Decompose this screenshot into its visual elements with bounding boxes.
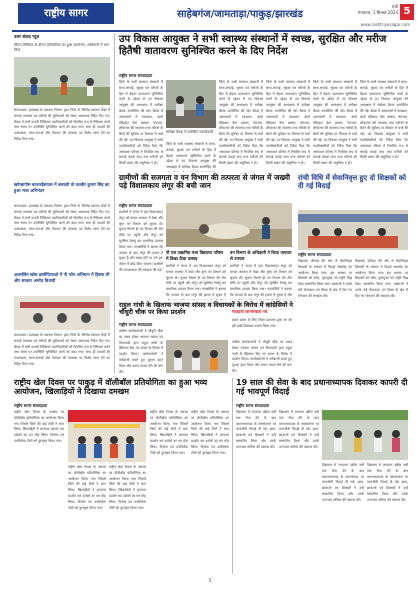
story-2-subhead-2: वन विभाग के अधिकारी ने किया तत्परता से उपचार	[230, 250, 292, 261]
lead-body-col-6: जिले के सभी स्वास्थ्य संस्थानों में साफ-सफाई, सुरक्षा एवं मरीजों के हित में बेहतर वातावरण सुनिश्चित करने के उद्देश्य से उप विकास आयुक्त की अध्यक्षता में समीक्षा बैठक आयोजित की गई। बैठक में अस्पतालों में स्वच्छता, बायो मेडिकल वेस्ट प्रबंधन, पेयजल, शौचालय की व्यवस्था तथा मरीजों के बैठने की सुविधा पर विस्तार से चर्चा की गई। उप विकास आयुक्त ने सभी पदाधिकारियों को निर्देश दिया कि अस्पताल परिसर में नियमित रूप से सफाई कराई जाए तथा मरीजों को किसी प्रकार की असुविधा न हो।	[360, 80, 408, 160]
left-section-label: उत्तर संवाद न्यूज़	[14, 34, 40, 39]
lead-photo-caption: समीक्षा बैठक में उपस्थित पदाधिकारी	[166, 130, 214, 134]
story-6-body-col-2: विद्यालय में लगातार उन्नीस वर्षों तक सेवा देने के बाद प्रधानाध्यापक के स्थानांतरण पर भावभीनी विदाई दी गई। छात्र-छात्राओं एवं शिक्षकों ने उन्हें सम्मानित किया और उनके उज्ज्वल भविष्य की कामना की।	[279, 410, 319, 449]
newspaper-brand: राष्ट्रीय सागर	[18, 3, 114, 24]
story-2-body-col-2: ग्रामीणों ने जंगल में एक विशालकाय लंगूर को घायल अवस्था में देखा और तुरंत वन विभाग को सूचना दी। सूचना मिलते ही वन विभाग की टीम मौके पर पहुंची और लंगूर को सुरक्षित रेस्क्यू कर प्राथमिक उपचार किया गया। वनकर्मियों ने बताया कि उपचार के बाद लंगूर की हालत में सुधार है	[166, 264, 226, 297]
story-6-byline: राष्ट्रीय सागर संवाददाता	[236, 403, 270, 408]
left-photo-2	[14, 296, 110, 330]
left-photo-2-image	[14, 296, 110, 330]
lead-photo	[166, 80, 216, 128]
date: मंगलवार, 1 सितंबर 2024	[357, 10, 398, 15]
story-6-photo-image	[322, 410, 408, 460]
story-5-body-col-4: राष्ट्रीय खेल दिवस के अवसर पर वॉलीबॉल प्रतियोगिता का आयोजन किया गया जिसमें जिले की कई टीमों ने भाग लिया। खिलाड़ियों ने शानदार प्रदर्शन कर दर्शकों का मन मोह लिया। विजेता एवं उपविजेता टीमों को पुरस्कृत किया गया।	[150, 410, 188, 455]
masthead	[0, 0, 420, 30]
story-6-body-col-3: विद्यालय में लगातार उन्नीस वर्षों तक सेवा देने के बाद प्रधानाध्यापक के स्थानांतरण पर भावभीनी विदाई दी गई। छात्र-छात्राओं एवं शिक्षकों ने उन्हें सम्मानित किया और उनके उज्ज्वल भविष्य की कामना की।	[322, 463, 364, 502]
column-divider	[114, 34, 115, 374]
story-5-body-col-5: राष्ट्रीय खेल दिवस के अवसर पर वॉलीबॉल प्रतियोगिता का आयोजन किया गया जिसमें जिले की कई टीमों ने भाग लिया। खिलाड़ियों ने शानदार प्रदर्शन कर दर्शकों का मन मोह लिया। विजेता एवं उपविजेता टीमों को पुरस्कृत किया गया।	[191, 410, 229, 455]
story-4-photo	[166, 340, 228, 373]
story-6-photo	[322, 410, 408, 460]
middle-box-title: मतदाता जागरूकता रथ	[232, 309, 268, 314]
story-2-byline: राष्ट्रीय सागर संवाददाता	[119, 203, 153, 208]
lead-body-col-2: जिले के सभी स्वास्थ्य संस्थानों में साफ-सफाई, सुरक्षा एवं मरीजों के हित में बेहतर वातावरण सुनिश्चित करने के उद्देश्य से उप विकास आयुक्त की अध्यक्षता में समीक्षा बैठक आयोजित की	[166, 142, 216, 170]
lead-headline: उप विकास आयुक्त ने सभी स्वास्थ्य संस्थानों में स्वच्छ, सुरक्षित और मरीज हितैषी वातावरण सुनिश्चित करने के दिए निर्देश	[119, 34, 387, 57]
story-5-byline: राष्ट्रीय सागर संवाददाता	[14, 403, 48, 408]
story-3-headline: रांची विधि में सेवानिवृत्त हुए दो शिक्षकों को दी गई विदाई	[298, 174, 406, 191]
story-3-byline: राष्ट्रीय सागर संवाददाता	[298, 252, 332, 257]
story-2-subhead-1: पी एस उत्क्रमित मध्य विद्यालय परिसर में दिखा ऊँचा उत्साह	[166, 250, 224, 261]
left-body-3: संवाददाता। झारखंड के स्वास्थ्य विभाग द्वारा जिले के विभिन्न स्वास्थ्य केंद्रों में सफाई व्यवस्था एवं मरीजों की सुविधाओं को लेकर आवश्यक निर्देश दिए गए। बैठक में सभी प्रभारी चिकित्सा पदाधिकारियों को नियमित रूप से निरीक्षण करने तथा समय पर उपस्थिति सुनिश्चित करने को कहा गया। साथ ही दवाओं की उपलब्धता, साफ-सफाई और पेयजल की व्यवस्था पर विशेष ध्यान देने का निर्देश दिया गया।	[14, 333, 110, 366]
bottom-column-divider	[232, 378, 233, 574]
story-5-body-col-1: राष्ट्रीय खेल दिवस के अवसर पर वॉलीबॉल प्रतियोगिता का आयोजन किया गया जिसमें जिले की कई टीमों ने भाग लिया। खिलाड़ियों ने शानदार प्रदर्शन कर दर्शकों का मन मोह लिया। विजेता एवं उपविजेता टीमों को पुरस्कृत किया गया।	[14, 410, 64, 443]
story-5-photo-image	[68, 410, 146, 462]
story-4-photo-image	[166, 340, 228, 373]
print-color-strip	[14, 584, 406, 590]
lead-photo-image	[166, 80, 216, 128]
story-2-photo	[166, 203, 292, 247]
left-heading-2: खरेरबागोस बाजारहैसाउस में बलवती तो तलवीर कुमार सिंह का हुआ भव्य अभिनंदन	[14, 182, 110, 193]
story-2-body-col-1: ग्रामीणों ने जंगल में एक विशालकाय लंगूर को घायल अवस्था में देखा और तुरंत वन विभाग को सूचना दी। सूचना मिलते ही वन विभाग की टीम मौके पर पहुंची और लंगूर को सुरक्षित रेस्क्यू कर प्राथमिक उपचार किया गया। वनकर्मियों ने बताया कि उपचार के बाद लंगूर की हालत में सुधार है और स्वस्थ होने पर उसे पुनः जंगल में छोड़ दिया जाएगा। ग्रामीणों की जागरूकता की सराहना की गई।	[119, 210, 163, 272]
page-number-badge: 5	[400, 4, 414, 20]
story-3-body-col-2: विद्यालय परिवार की ओर से सेवानिवृत्त शिक्षकों के सम्मान में विदाई समारोह का आयोजन किया गया। इस अवसर पर शिक्षकों को शॉल, पुष्पगुच्छ एवं स्मृति चिह्न देकर सम्मानित किया गया। वक्ताओं ने उनके लंबे सेवाकाल एवं शिक्षा के क्षेत्र में दिए गए योगदान की सराहना की।	[355, 259, 408, 298]
story-6-headline: 19 साल की सेवा के बाद प्रधानाध्यापक दिवाकर कापरी दी गई भावपूर्ण विदाई	[236, 378, 408, 397]
story-4-body-col-1: कांग्रेस कार्यकर्ताओं ने चौधुरी चौक पर एकत्र होकर भाजपा सांसद एवं विधायकों द्वारा राहुल गांधी के खिलाफ दिए गए बयान के विरोध में प्रदर्शन किया। कार्यकर्ताओं ने नारेबाजी करते हुए पुतला दहन किया और बयान वापस लेने की मांग की।	[119, 329, 163, 373]
middle-box-body: प्रचार प्रसार के लिए जिला प्रशासन द्वारा रथ को हरी झंडी दिखाकर रवाना किया गया।	[232, 318, 292, 328]
story-3-photo	[298, 210, 408, 250]
story-5-body-col-3: राष्ट्रीय खेल दिवस के अवसर पर वॉलीबॉल प्रतियोगिता का आयोजन किया गया जिसमें जिले की कई टीमों ने भाग लिया। खिलाड़ियों ने शानदार प्रदर्शन कर दर्शकों का मन मोह लिया। विजेता एवं उपविजेता टीमों को पुरस्कृत किया गया।	[109, 465, 146, 510]
lead-body-col-5: जिले के सभी स्वास्थ्य संस्थानों में साफ-सफाई, सुरक्षा एवं मरीजों के हित में बेहतर वातावरण सुनिश्चित करने के उद्देश्य से उप विकास आयुक्त की अध्यक्षता में समीक्षा बैठक आयोजित की गई। बैठक में अस्पतालों में स्वच्छता, बायो मेडिकल वेस्ट प्रबंधन, पेयजल, शौचालय की व्यवस्था तथा मरीजों के बैठने की सुविधा पर विस्तार से चर्चा की गई। उप विकास आयुक्त ने सभी पदाधिकारियों को निर्देश दिया कि अस्पताल परिसर में नियमित रूप से सफाई कराई जाए तथा मरीजों को किसी प्रकार की असुविधा न हो।	[313, 80, 357, 166]
lead-body-col-1: जिले के सभी स्वास्थ्य संस्थानों में साफ-सफाई, सुरक्षा एवं मरीजों के हित में बेहतर वातावरण सुनिश्चित करने के उद्देश्य से उप विकास आयुक्त की अध्यक्षता में समीक्षा बैठक आयोजित की गई। बैठक में अस्पतालों में स्वच्छता, बायो मेडिकल वेस्ट प्रबंधन, पेयजल, शौचालय की व्यवस्था तथा मरीजों के बैठने की सुविधा पर विस्तार से चर्चा की गई। उप विकास आयुक्त ने सभी पदाधिकारियों को निर्देश दिया कि अस्पताल परिसर में नियमित रूप से सफाई कराई जाए तथा मरीजों को किसी प्रकार की असुविधा न हो।	[119, 80, 163, 166]
story-3-photo-image	[298, 210, 408, 250]
lead-byline: राष्ट्रीय सागर संवाददाता	[119, 73, 153, 78]
left-body-1: संवाददाता। झारखंड के स्वास्थ्य विभाग द्वारा जिले के विभिन्न स्वास्थ्य केंद्रों में सफाई व्यवस्था एवं मरीजों की सुविधाओं को लेकर आवश्यक निर्देश दिए गए। बैठक में सभी प्रभारी चिकित्सा पदाधिकारियों को नियमित रूप से निरीक्षण करने तथा समय पर उपस्थिति सुनिश्चित करने को कहा गया। साथ ही दवाओं की उपलब्धता, साफ-सफाई और पेयजल की व्यवस्था पर विशेष ध्यान देने का निर्देश दिया गया।	[14, 108, 110, 141]
story-2-headline: ग्रामीणों की सजगता व वन विभाग की तत्परता से जंगल में जख्मी पड़े विशालकाय लंगूर की बची जान	[119, 173, 290, 191]
footer-page-marker: 5	[208, 578, 212, 583]
left-photo-1	[14, 57, 110, 105]
left-heading-3: अलसीबैग खोस इस्तीफियाओ में पी फोन अभियान में हिस्सा ली और सरकार अमरेठ विधायी	[14, 272, 110, 283]
city: रांची	[391, 4, 398, 9]
story-6-body-col-4: विद्यालय में लगातार उन्नीस वर्षों तक सेवा देने के बाद प्रधानाध्यापक के स्थानांतरण पर भावभीनी विदाई दी गई। छात्र-छात्राओं एवं शिक्षकों ने उन्हें सम्मानित किया और उनके उज्ज्वल भविष्य की कामना की।	[367, 463, 408, 502]
story-2-body-col-3: ग्रामीणों ने जंगल में एक विशालकाय लंगूर को घायल अवस्था में देखा और तुरंत वन विभाग को सूचना दी। सूचना मिलते ही वन विभाग की टीम मौके पर पहुंची और लंगूर को सुरक्षित रेस्क्यू कर प्राथमिक उपचार किया गया। वनकर्मियों ने बताया कि उपचार के बाद लंगूर की हालत में सुधार है और	[230, 264, 292, 297]
story-2-photo-image	[166, 203, 292, 247]
story-4-body-col-2: कांग्रेस कार्यकर्ताओं ने चौधुरी चौक पर एकत्र होकर भाजपा सांसद एवं विधायकों द्वारा राहुल गांधी के खिलाफ दिए गए बयान के विरोध में प्रदर्शन किया। कार्यकर्ताओं ने नारेबाजी करते हुए पुतला दहन किया और बयान वापस लेने की मांग की।	[232, 340, 292, 373]
left-body-2: संवाददाता। झारखंड के स्वास्थ्य विभाग द्वारा जिले के विभिन्न स्वास्थ्य केंद्रों में सफाई व्यवस्था एवं मरीजों की सुविधाओं को लेकर आवश्यक निर्देश दिए गए। बैठक में सभी प्रभारी चिकित्सा पदाधिकारियों को नियमित रूप से निरीक्षण करने तथा समय पर उपस्थिति सुनिश्चित करने को कहा गया। साथ ही दवाओं की उपलब्धता, साफ-सफाई और पेयजल की व्यवस्था पर विशेष ध्यान देने का निर्देश दिया गया।	[14, 204, 110, 237]
story-4-headline: राहुल गांधी के खिलाफ भाजपा सांसद व विधायकों के विरोध में कांग्रेसियों ने चौधुरी चौक पर किया प्रदर्शन	[119, 301, 293, 317]
story-5-body-col-2: राष्ट्रीय खेल दिवस के अवसर पर वॉलीबॉल प्रतियोगिता का आयोजन किया गया जिसमें जिले की कई टीमों ने भाग लिया। खिलाड़ियों ने शानदार प्रदर्शन कर दर्शकों का मन मोह लिया। विजेता एवं उपविजेता टीमों को पुरस्कृत किया गया।	[68, 465, 106, 510]
edition-title: साहेबगंज/जामताड़ा/पाकुड़/झारखंड	[177, 9, 303, 20]
story-4-byline: राष्ट्रीय सागर संवाददाता	[119, 322, 153, 327]
story-3-body-col-1: विद्यालय परिवार की ओर से सेवानिवृत्त शिक्षकों के सम्मान में विदाई समारोह का आयोजन किया गया। इस अवसर पर शिक्षकों को शॉल, पुष्पगुच्छ एवं स्मृति चिह्न देकर सम्मानित किया गया। वक्ताओं ने उनके लंबे सेवाकाल एवं शिक्षा के क्षेत्र में दिए गए योगदान की सराहना की।	[298, 259, 352, 298]
lead-body-col-4: जिले के सभी स्वास्थ्य संस्थानों में साफ-सफाई, सुरक्षा एवं मरीजों के हित में बेहतर वातावरण सुनिश्चित करने के उद्देश्य से उप विकास आयुक्त की अध्यक्षता में समीक्षा बैठक आयोजित की गई। बैठक में अस्पतालों में स्वच्छता, बायो मेडिकल वेस्ट प्रबंधन, पेयजल, शौचालय की व्यवस्था तथा मरीजों के बैठने की सुविधा पर विस्तार से चर्चा की गई। उप विकास आयुक्त ने सभी पदाधिकारियों को निर्देश दिया कि अस्पताल परिसर में नियमित रूप से सफाई कराई जाए तथा मरीजों को किसी प्रकार की असुविधा न हो।	[266, 80, 310, 166]
masthead-rule	[12, 30, 408, 32]
lead-body-col-3: जिले के सभी स्वास्थ्य संस्थानों में साफ-सफाई, सुरक्षा एवं मरीजों के हित में बेहतर वातावरण सुनिश्चित करने के उद्देश्य से उप विकास आयुक्त की अध्यक्षता में समीक्षा बैठक आयोजित की गई। बैठक में अस्पतालों में स्वच्छता, बायो मेडिकल वेस्ट प्रबंधन, पेयजल, शौचालय की व्यवस्था तथा मरीजों के बैठने की सुविधा पर विस्तार से चर्चा की गई। उप विकास आयुक्त ने सभी पदाधिकारियों को निर्देश दिया कि अस्पताल परिसर में नियमित रूप से सफाई कराई जाए तथा मरीजों को किसी प्रकार की असुविधा न हो।	[219, 80, 263, 166]
website: www.rashtriyasagar.com	[360, 22, 410, 27]
left-photo-1-image	[14, 57, 110, 105]
story-6-body-col-1: विद्यालय में लगातार उन्नीस वर्षों तक सेवा देने के बाद प्रधानाध्यापक के स्थानांतरण पर भावभीनी विदाई दी गई। छात्र-छात्राओं एवं शिक्षकों ने उन्हें सम्मानित किया और उनके उज्ज्वल भविष्य की कामना की।	[236, 410, 276, 449]
date-block	[352, 4, 398, 16]
story-5-photo	[68, 410, 146, 462]
story-5-headline: राष्ट्रीय खेल दिवस पर पाकुड़ में वॉलीबॉल प्रतियोगिता का हुआ भव्य आयोजन, खिलाड़ियों ने दिखाया दमखम	[14, 378, 208, 397]
left-caption-1: सीएम मिनिस्टर के दौरान प्रतियोगिता का हुआ आयोजन, अभियानों में भाग लिया	[14, 43, 110, 52]
